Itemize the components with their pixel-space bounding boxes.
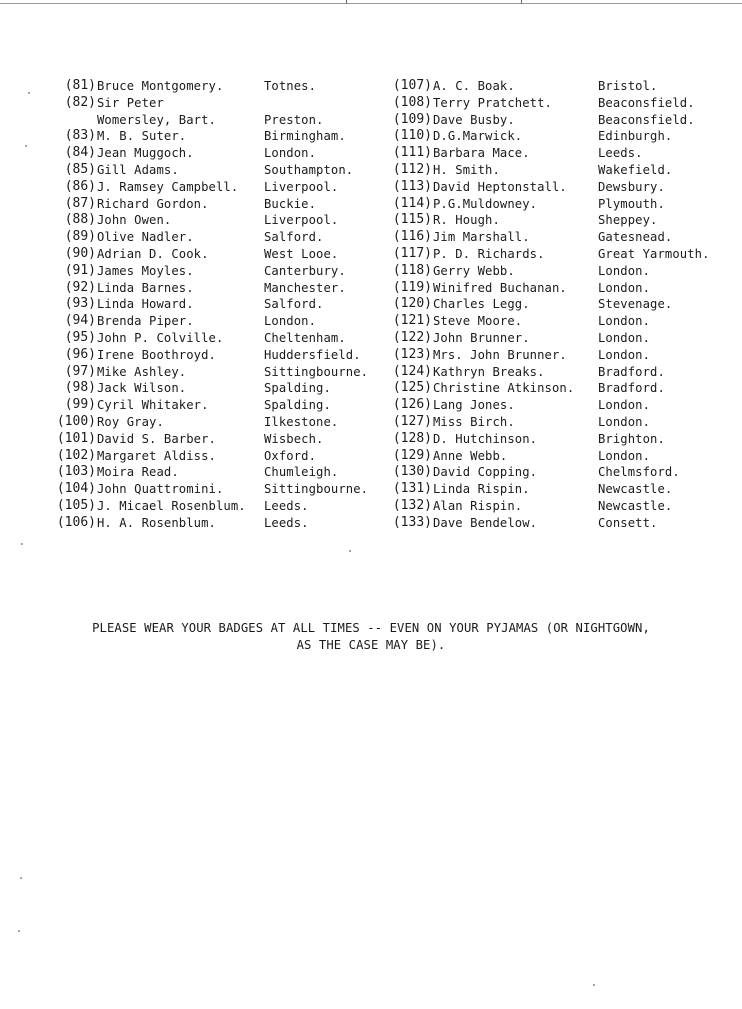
- badge-notice-line-1: PLEASE WEAR YOUR BADGES AT ALL TIMES -- EVEN ON YOUR PYJAMAS (OR NIGHTGOWN,: [92, 621, 650, 635]
- roster-entry-number: (103): [56, 464, 96, 480]
- roster-entry-name: Mrs. John Brunner.: [433, 347, 567, 362]
- roster-entry-name: Brenda Piper.: [97, 314, 194, 329]
- roster-entry-number: (114): [392, 195, 432, 211]
- roster-entry-number: (118): [392, 262, 432, 278]
- roster-entry: [0, 280, 742, 297]
- roster-entry-town: Sittingbourne.: [264, 482, 369, 497]
- roster-entry: [0, 95, 742, 112]
- roster-entry-number: (122): [392, 330, 432, 345]
- roster-entry-town: Beaconsfield.: [598, 112, 695, 127]
- page-top-edge-line: [0, 3, 742, 4]
- roster-entry-town: Dewsbury.: [598, 179, 665, 194]
- roster-entry-number: (104): [56, 481, 96, 497]
- roster-entry-number: (91): [64, 262, 96, 278]
- roster-entry-number: (116): [392, 229, 432, 245]
- roster-entry-number: (101): [56, 430, 96, 446]
- roster-entry-number: (130): [392, 464, 432, 480]
- roster-entry-name: John P. Colville.: [97, 331, 224, 345]
- roster-entry-name: D.G.Marwick.: [433, 129, 523, 144]
- roster-entry-name: Womersley, Bart.: [97, 112, 216, 127]
- roster-entry-town: London.: [598, 280, 651, 295]
- roster-entry-town: Chelmsford.: [598, 465, 680, 480]
- roster-entry-name: P. D. Richards.: [433, 247, 545, 261]
- roster-entry-name: Moira Read.: [97, 465, 179, 480]
- roster-entry-name: John Quattromini.: [97, 482, 224, 497]
- roster-entry-number: (133): [392, 514, 432, 530]
- roster-entry-town: Newcastle.: [598, 482, 673, 497]
- roster-entry-town: London.: [598, 314, 651, 329]
- roster-entry-number: (105): [56, 498, 96, 513]
- roster-entry-town: London.: [264, 314, 317, 329]
- roster-entry-number: (102): [56, 447, 96, 463]
- roster-entry-town: Ilkestone.: [264, 415, 339, 429]
- roster-entry-town: Great Yarmouth.: [598, 247, 710, 261]
- roster-entry-number: (94): [64, 313, 96, 329]
- roster-entry-name: Gill Adams.: [97, 163, 179, 177]
- roster-entry-name: John Brunner.: [433, 331, 530, 345]
- roster-entry-town: Manchester.: [264, 280, 346, 295]
- roster-entry-name: Irene Boothroyd.: [97, 347, 216, 362]
- roster-entry-town: London.: [598, 415, 651, 429]
- roster-entry-town: Leeds.: [598, 146, 643, 161]
- roster-entry-number: (90): [64, 246, 96, 261]
- page-top-tick-mark: [521, 0, 522, 4]
- roster-entry-number: (117): [392, 246, 432, 261]
- roster-entry-number: (111): [392, 145, 432, 161]
- roster-entry-number: (127): [392, 414, 432, 429]
- roster-entry-number: (108): [392, 94, 432, 110]
- paper-speck: [21, 543, 23, 545]
- paper-speck: [593, 984, 595, 986]
- roster-entry-town: London.: [598, 398, 651, 413]
- roster-entry-name: David Heptonstall.: [433, 179, 567, 194]
- roster-entry-name: Jim Marshall.: [433, 230, 530, 245]
- roster-entry-name: Charles Legg.: [433, 297, 530, 312]
- roster-entry-number: (97): [64, 363, 96, 379]
- roster-entry: [0, 448, 742, 465]
- roster-entry: [0, 263, 742, 280]
- roster-entry-name: Steve Moore.: [433, 314, 523, 329]
- badge-notice: [40, 620, 702, 654]
- paper-speck: [18, 930, 20, 932]
- roster-entry-number: (120): [392, 296, 432, 312]
- roster-entry-number: (96): [64, 346, 96, 362]
- roster-entry-town: Newcastle.: [598, 499, 673, 513]
- roster-entry-town: Bristol.: [598, 79, 658, 93]
- roster-entry-name: Olive Nadler.: [97, 230, 194, 245]
- roster-entry-town: Oxford.: [264, 448, 317, 463]
- roster-entry: [0, 313, 742, 330]
- roster-entry: [0, 380, 742, 397]
- roster-entry-number: (107): [392, 78, 432, 93]
- roster-entry-name: H. Smith.: [433, 163, 500, 177]
- roster-entry-town: Gatesnead.: [598, 230, 673, 245]
- roster-entry-town: Salford.: [264, 230, 324, 245]
- roster-entry-town: Consett.: [598, 515, 658, 530]
- roster-entry-name: Anne Webb.: [433, 448, 508, 463]
- roster-entry: [0, 145, 742, 162]
- roster-entry-number: (87): [64, 195, 96, 211]
- roster-entry-name: Alan Rispin.: [433, 499, 523, 513]
- roster-entry-name: Jack Wilson.: [97, 381, 187, 396]
- roster-entry-name: Linda Rispin.: [433, 482, 530, 497]
- roster-entry-name: Jean Muggoch.: [97, 146, 194, 161]
- roster-entry: [0, 179, 742, 196]
- roster-entry: [0, 296, 742, 313]
- roster-entry-town: Liverpool.: [264, 213, 339, 228]
- roster-entry-name: Richard Gordon.: [97, 196, 209, 211]
- roster-entry-town: Wakefield.: [598, 163, 673, 177]
- roster-entry-number: (82): [64, 94, 96, 110]
- roster-entry-number: (84): [64, 145, 96, 161]
- roster-entry-number: (132): [392, 498, 432, 513]
- roster-entry: [0, 112, 742, 129]
- roster-entry-town: London.: [598, 448, 651, 463]
- roster-entry-name: Cyril Whitaker.: [97, 398, 209, 413]
- roster-entry: [0, 364, 742, 381]
- roster-entry-name: Gerry Webb.: [433, 263, 515, 278]
- roster-entry: [0, 397, 742, 414]
- roster-entry-name: Sir Peter: [97, 95, 164, 110]
- roster-entry-name: John Owen.: [97, 213, 172, 228]
- roster-entry-name: David Copping.: [433, 465, 538, 480]
- badge-notice-line-2: AS THE CASE MAY BE).: [296, 638, 446, 652]
- roster-entry: [0, 481, 742, 498]
- roster-entry-name: J. Ramsey Campbell.: [97, 179, 239, 194]
- roster-entry-number: (100): [56, 414, 96, 429]
- roster-entry-town: London.: [264, 146, 317, 161]
- roster-entry-town: Plymouth.: [598, 196, 665, 211]
- roster-entry-town: Brighton.: [598, 431, 665, 446]
- roster-entry-number: (86): [64, 178, 96, 194]
- roster-entry-number: (121): [392, 313, 432, 329]
- roster-entry: [0, 229, 742, 246]
- roster-entry-name: R. Hough.: [433, 213, 500, 228]
- roster-entry-name: Dave Bendelow.: [433, 515, 538, 530]
- roster-entry: [0, 246, 742, 263]
- roster-entry-town: London.: [598, 263, 651, 278]
- roster-entry-number: (85): [64, 162, 96, 177]
- roster-entry-name: Roy Gray.: [97, 415, 164, 429]
- roster-entry-number: (95): [64, 330, 96, 345]
- roster-entry-name: Kathryn Breaks.: [433, 364, 545, 379]
- roster-entry-town: Buckie.: [264, 196, 317, 211]
- roster-entry-name: M. B. Suter.: [97, 129, 187, 144]
- roster-entry-number: (123): [392, 346, 432, 362]
- roster-entry-name: H. A. Rosenblum.: [97, 515, 216, 530]
- roster-entry: [0, 128, 742, 145]
- roster-entry-town: London.: [598, 331, 651, 345]
- roster-entry-town: Huddersfield.: [264, 347, 361, 362]
- roster-entry-town: Bradford.: [598, 381, 665, 396]
- roster-entry-number: (92): [64, 279, 96, 295]
- roster-entry-number: (113): [392, 178, 432, 194]
- roster-entry-number: (110): [392, 128, 432, 144]
- roster-entry-number: (98): [64, 380, 96, 396]
- roster-entry-town: Sittingbourne.: [264, 364, 369, 379]
- roster-entry-name: Margaret Aldiss.: [97, 448, 216, 463]
- roster-entry-number: (93): [64, 296, 96, 312]
- roster-entry-town: Edinburgh.: [598, 129, 673, 144]
- roster-entry-town: Stevenage.: [598, 297, 673, 312]
- roster-entry: [0, 414, 742, 431]
- roster-entry: [0, 162, 742, 179]
- roster-entry-town: Salford.: [264, 297, 324, 312]
- roster-entry-town: Chumleigh.: [264, 465, 339, 480]
- roster-entry-name: Linda Barnes.: [97, 280, 194, 295]
- roster-entry-town: Spalding.: [264, 381, 331, 396]
- roster-entry-number: (119): [392, 279, 432, 295]
- roster-entry: [0, 212, 742, 229]
- roster-entry-town: Preston.: [264, 112, 324, 127]
- roster-entry-number: (115): [392, 212, 432, 228]
- roster-entry-number: (106): [56, 514, 96, 530]
- roster-entry: [0, 347, 742, 364]
- roster-entry-number: (88): [64, 212, 96, 228]
- roster-entry-town: Birmingham.: [264, 129, 346, 144]
- roster-entry-town: Canterbury.: [264, 263, 346, 278]
- roster-entry-name: James Moyles.: [97, 263, 194, 278]
- roster-entry-name: Lang Jones.: [433, 398, 515, 413]
- roster-entry: [0, 498, 742, 515]
- roster-entry-town: Cheltenham.: [264, 331, 346, 345]
- roster-entry-number: (112): [392, 162, 432, 177]
- roster-entry: [0, 78, 742, 95]
- roster-entry-number: (81): [64, 78, 96, 93]
- paper-speck: [20, 877, 22, 879]
- roster-entry-name: David S. Barber.: [97, 431, 216, 446]
- roster-entry-name: P.G.Muldowney.: [433, 196, 538, 211]
- roster-entry-name: Mike Ashley.: [97, 364, 187, 379]
- roster-entry-name: Terry Pratchett.: [433, 95, 552, 110]
- page-top-tick-mark: [346, 0, 347, 4]
- roster-entry-town: West Looe.: [264, 247, 339, 261]
- roster-entry-town: Wisbech.: [264, 431, 324, 446]
- paper-speck: [25, 145, 27, 147]
- roster-entry: [0, 330, 742, 347]
- roster-entry-number: (99): [64, 397, 96, 413]
- roster-entry-name: D. Hutchinson.: [433, 431, 538, 446]
- roster-entry-name: Adrian D. Cook.: [97, 247, 209, 261]
- roster-entry-name: Barbara Mace.: [433, 146, 530, 161]
- roster-entry-name: A. C. Boak.: [433, 79, 515, 93]
- roster-entry-number: (125): [392, 380, 432, 396]
- roster-entry-name: J. Micael Rosenblum.: [97, 499, 246, 513]
- roster-entry-town: Totnes.: [264, 79, 317, 93]
- roster-entry-number: (83): [64, 128, 96, 144]
- roster-entry-number: (89): [64, 229, 96, 245]
- roster-entry: [0, 464, 742, 481]
- roster-entry-number: (124): [392, 363, 432, 379]
- roster-entry-town: Liverpool.: [264, 179, 339, 194]
- roster-entry: [0, 196, 742, 213]
- paper-speck: [28, 92, 30, 94]
- roster-entry-number: (129): [392, 447, 432, 463]
- roster-entry-number: (131): [392, 481, 432, 497]
- roster-entry-name: Bruce Montgomery.: [97, 79, 224, 93]
- roster-entry-town: Beaconsfield.: [598, 95, 695, 110]
- roster-entry-town: London.: [598, 347, 651, 362]
- roster-entry-number: (126): [392, 397, 432, 413]
- roster-entry-number: (109): [392, 111, 432, 127]
- roster-entry-town: Leeds.: [264, 515, 309, 530]
- roster-entry-town: Southampton.: [264, 163, 354, 177]
- roster-entry-name: Winifred Buchanan.: [433, 280, 567, 295]
- roster-entry-name: Linda Howard.: [97, 297, 194, 312]
- roster-entry-town: Sheppey.: [598, 213, 658, 228]
- roster-entry-name: Christine Atkinson.: [433, 381, 575, 396]
- roster-entry: [0, 431, 742, 448]
- roster-entry-name: Dave Busby.: [433, 112, 515, 127]
- roster-entry-name: Miss Birch.: [433, 415, 515, 429]
- roster-entry-town: Spalding.: [264, 398, 331, 413]
- member-roster: [0, 78, 742, 548]
- roster-entry: [0, 515, 742, 532]
- roster-entry-number: (128): [392, 430, 432, 446]
- roster-entry-town: Leeds.: [264, 499, 309, 513]
- roster-entry-town: Bradford.: [598, 364, 665, 379]
- paper-speck: [349, 550, 351, 552]
